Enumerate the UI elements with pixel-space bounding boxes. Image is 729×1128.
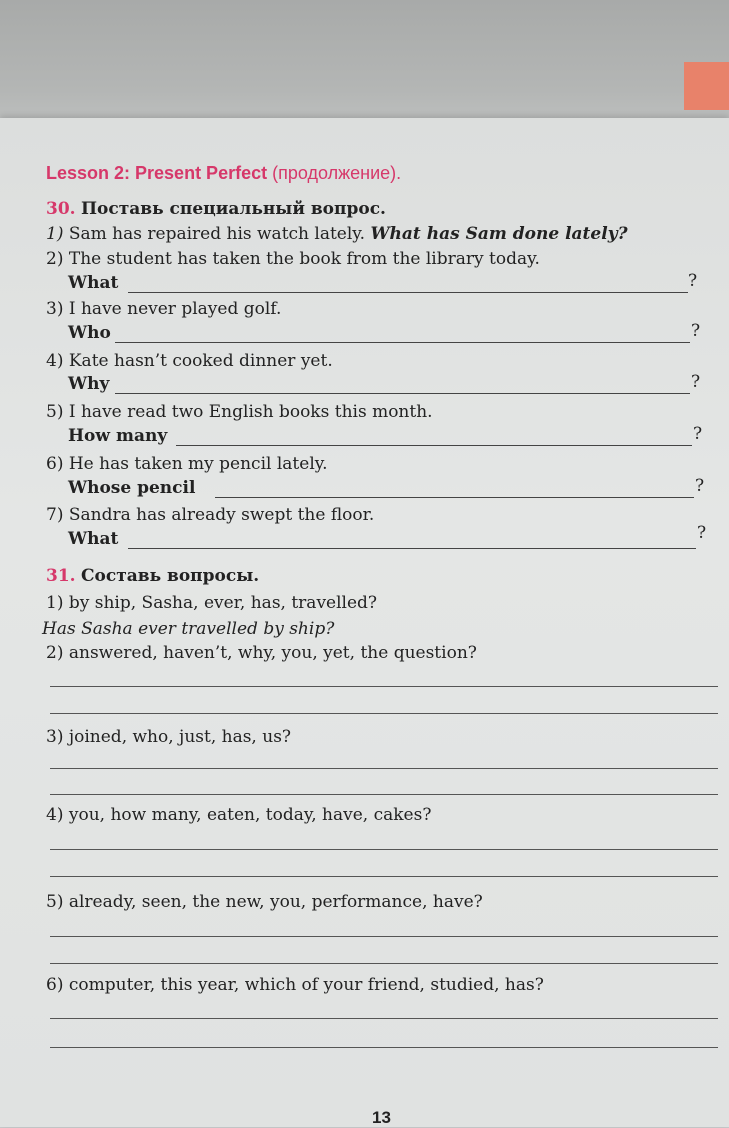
answer-line[interactable]	[50, 963, 718, 964]
item-text: Sam has repaired his watch lately.	[68, 224, 366, 244]
question-mark: ?	[693, 424, 703, 444]
item-number: 2)	[46, 643, 64, 663]
item-text: He has taken my pencil lately.	[68, 454, 328, 474]
item-number: 3)	[46, 727, 64, 747]
answer-line[interactable]	[50, 794, 718, 795]
answer-line[interactable]	[128, 292, 688, 293]
exercise-30-heading	[46, 198, 386, 220]
question-mark: ?	[691, 321, 701, 341]
question-mark: ?	[691, 372, 701, 392]
exercise-30-item-7	[46, 504, 374, 526]
exercise-31-item-4	[46, 804, 431, 826]
answer-line[interactable]	[115, 393, 690, 394]
item-text: Kate hasn’t cooked dinner yet.	[68, 351, 333, 371]
answer-line[interactable]	[50, 936, 718, 937]
item-number: 2)	[46, 249, 64, 269]
item-number: 5)	[46, 892, 64, 912]
exercise-31-item-1	[46, 592, 377, 614]
answer-lead: How many	[68, 426, 168, 446]
question-mark: ?	[695, 476, 705, 496]
exercise-31-item-6	[46, 974, 544, 996]
answer-line[interactable]	[115, 342, 690, 343]
exercise-31-item-2	[46, 642, 477, 664]
exercise-31-item-5	[46, 891, 483, 913]
exercise-number: 31.	[46, 566, 76, 586]
item-text: I have never played golf.	[68, 299, 282, 319]
item-number: 6)	[46, 454, 64, 474]
item-number: 4)	[46, 351, 64, 371]
item-text: The student has taken the book from the library today.	[68, 249, 540, 269]
lesson-title-main: Lesson 2: Present Perfect	[46, 163, 268, 183]
item-text: Sandra has already swept the floor.	[68, 505, 375, 525]
answer-line[interactable]	[215, 497, 694, 498]
item-number: 6)	[46, 975, 64, 995]
answer-lead: What	[68, 529, 119, 549]
item-number: 1)	[46, 224, 64, 244]
question-mark: ?	[697, 523, 707, 543]
item-text: you, how many, eaten, today, have, cakes?	[68, 805, 432, 825]
item-number: 4)	[46, 805, 64, 825]
answer-lead: Who	[68, 323, 111, 343]
sample-answer: Has Sasha ever travelled by ship?	[42, 619, 335, 639]
item-number: 3)	[46, 299, 64, 319]
item-text: I have read two English books this month.	[68, 402, 433, 422]
workbook-page	[0, 118, 729, 1127]
exercise-instruction: Поставь специальный вопрос.	[80, 199, 386, 219]
answer-lead: What	[68, 273, 119, 293]
answer-line[interactable]	[176, 445, 692, 446]
exercise-30-item-6	[46, 453, 328, 475]
answer-lead: Whose pencil	[68, 478, 196, 498]
answer-line[interactable]	[50, 713, 718, 714]
answer-line[interactable]	[50, 849, 718, 850]
exercise-instruction: Составь вопросы.	[80, 566, 260, 586]
answer-line[interactable]	[50, 1047, 718, 1048]
exercise-30-item-5	[46, 401, 433, 423]
exercise-31-item-3	[46, 726, 291, 748]
answer-line[interactable]	[50, 1018, 718, 1019]
page-tab-marker	[684, 62, 729, 110]
exercise-31-heading	[46, 565, 259, 587]
item-text: computer, this year, which of your friend, studied, has?	[68, 975, 544, 995]
answer-line[interactable]	[50, 876, 718, 877]
exercise-30-item-4	[46, 350, 333, 372]
item-number: 5)	[46, 402, 64, 422]
exercise-30-item-3	[46, 298, 281, 320]
lesson-title-note: (продолжение).	[272, 163, 402, 183]
question-mark: ?	[688, 271, 698, 291]
answer-lead: Why	[68, 374, 110, 394]
item-number: 1)	[46, 593, 64, 613]
exercise-number: 30.	[46, 199, 76, 219]
exercise-30-item-2	[46, 248, 540, 270]
answer-line[interactable]	[50, 768, 718, 769]
item-text: answered, haven’t, why, you, yet, the question?	[68, 643, 477, 663]
answer-line[interactable]	[50, 686, 718, 687]
page-number: 13	[372, 1108, 391, 1127]
sample-answer: What has Sam done lately?	[370, 224, 628, 244]
item-text: joined, who, just, has, us?	[68, 727, 292, 747]
answer-line[interactable]	[128, 548, 696, 549]
lesson-title	[46, 163, 401, 184]
previous-page-edge	[0, 0, 729, 130]
item-text: already, seen, the new, you, performance, have?	[68, 892, 483, 912]
item-number: 7)	[46, 505, 64, 525]
exercise-30-item-1	[46, 223, 628, 245]
item-text: by ship, Sasha, ever, has, travelled?	[68, 593, 378, 613]
